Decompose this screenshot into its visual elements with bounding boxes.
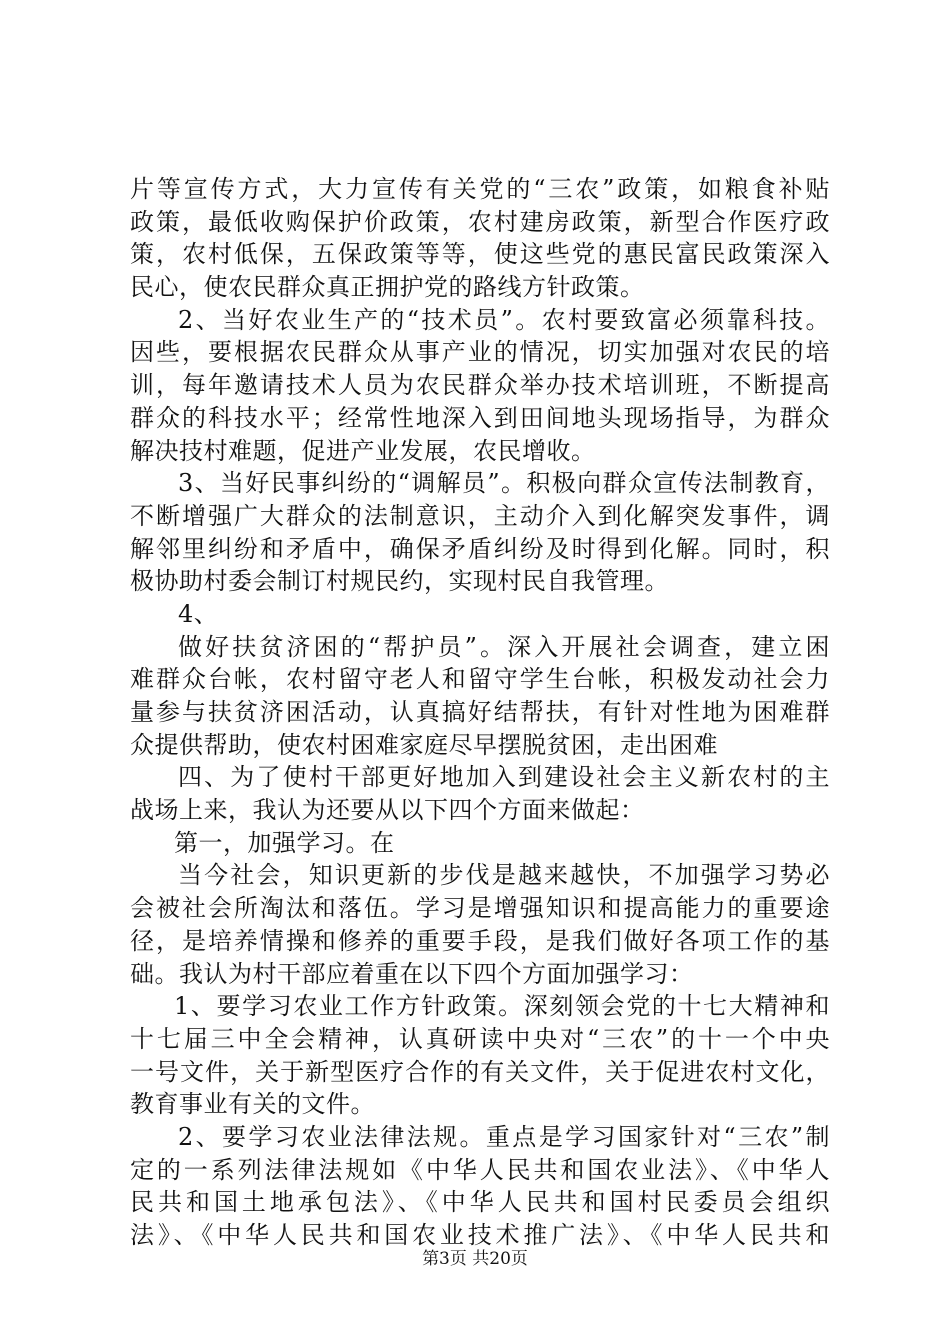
text-line: 法》、《中华人民共和国农业技术推广法》、《中华人民共和 bbox=[130, 1221, 830, 1249]
text-line: 定的一系列法律法规如《中华人民共和国农业法》、《中华人 bbox=[130, 1155, 830, 1184]
text-line: 径，是培养情操和修养的重要手段，是我们做好各项工作的基 bbox=[130, 926, 830, 955]
paragraph-start: 做好扶贫济困的“帮护员”。深入开展社会调查，建立困 bbox=[178, 632, 830, 661]
text-line: 一号文件，关于新型医疗合作的有关文件，关于促进农村文化， bbox=[130, 1057, 830, 1086]
text-line: 民共和国土地承包法》、《中华人民共和国村民委员会组织 bbox=[130, 1188, 830, 1217]
text-line: 十七届三中全会精神，认真研读中央对“三农”的十一个中央 bbox=[130, 1024, 830, 1053]
text-line: 群众的科技水平；经常性地深入到田间地头现场指导，为群众 bbox=[130, 403, 830, 432]
text-line: 因些，要根据农民群众从事产业的情况，切实加强对农民的培 bbox=[130, 338, 830, 367]
text-line: 量参与扶贫济困活动，认真搞好结帮扶，有针对性地为困难群 bbox=[130, 698, 830, 726]
paragraph-start: 四、为了使村干部更好地加入到建设社会主义新农村的主 bbox=[178, 763, 830, 792]
text-line: 训，每年邀请技术人员为农民群众举办技术培训班，不断提高 bbox=[130, 371, 830, 400]
text-line: 片等宣传方式，大力宣传有关党的“三农”政策，如粮食补贴 bbox=[130, 175, 830, 203]
text-line: 解决技村难题，促进产业发展，农民增收。 bbox=[130, 436, 596, 465]
body-text bbox=[130, 173, 830, 1252]
text-line: 极协助村委会制订村规民约，实现村民自我管理。 bbox=[130, 567, 669, 596]
text-line: 战场上来，我认为还要从以下四个方面来做起： bbox=[130, 796, 645, 825]
text-line: 不断增强广大群众的法制意识，主动介入到化解突发事件，调 bbox=[130, 501, 830, 530]
text-line: 众提供帮助，使农村困难家庭尽早摆脱贫困，走出困难 bbox=[130, 730, 718, 759]
text-line: 政策，最低收购保护价政策，农村建房政策，新型合作医疗政 bbox=[130, 207, 830, 236]
paragraph-start: 2、要学习农业法律法规。重点是学习国家针对“三农”制 bbox=[178, 1122, 830, 1151]
text-line: 策，农村低保，五保政策等等，使这些党的惠民富民政策深入 bbox=[130, 240, 830, 269]
page-number-footer: 第3页 共20页 bbox=[422, 1249, 528, 1269]
text-line: 教育事业有关的文件。 bbox=[130, 1090, 375, 1119]
text-line: 民心，使农民群众真正拥护党的路线方针政策。 bbox=[130, 273, 645, 302]
paragraph-start: 1、要学习农业工作方针政策。深刻领会党的十七大精神和 bbox=[174, 992, 830, 1021]
text-line: 会被社会所淘汰和落伍。学习是增强知识和提高能力的重要途 bbox=[130, 894, 830, 923]
paragraph-start: 当今社会，知识更新的步伐是越来越快，不加强学习势必 bbox=[178, 861, 830, 890]
text-line: 解邻里纠纷和矛盾中，确保矛盾纠纷及时得到化解。同时，积 bbox=[130, 534, 830, 563]
paragraph-start: 2、当好农业生产的“技术员”。农村要致富必须靠科技。 bbox=[178, 305, 830, 334]
text-line: 础。我认为村干部应着重在以下四个方面加强学习： bbox=[130, 959, 694, 988]
text-line: 难群众台帐，农村留守老人和留守学生台帐，积极发动社会力 bbox=[130, 665, 830, 694]
paragraph-start: 4、 bbox=[178, 599, 219, 628]
paragraph-start: 第一，加强学习。在 bbox=[174, 828, 395, 857]
paragraph-start: 3、当好民事纠纷的“调解员”。积极向群众宣传法制教育， bbox=[178, 469, 830, 498]
